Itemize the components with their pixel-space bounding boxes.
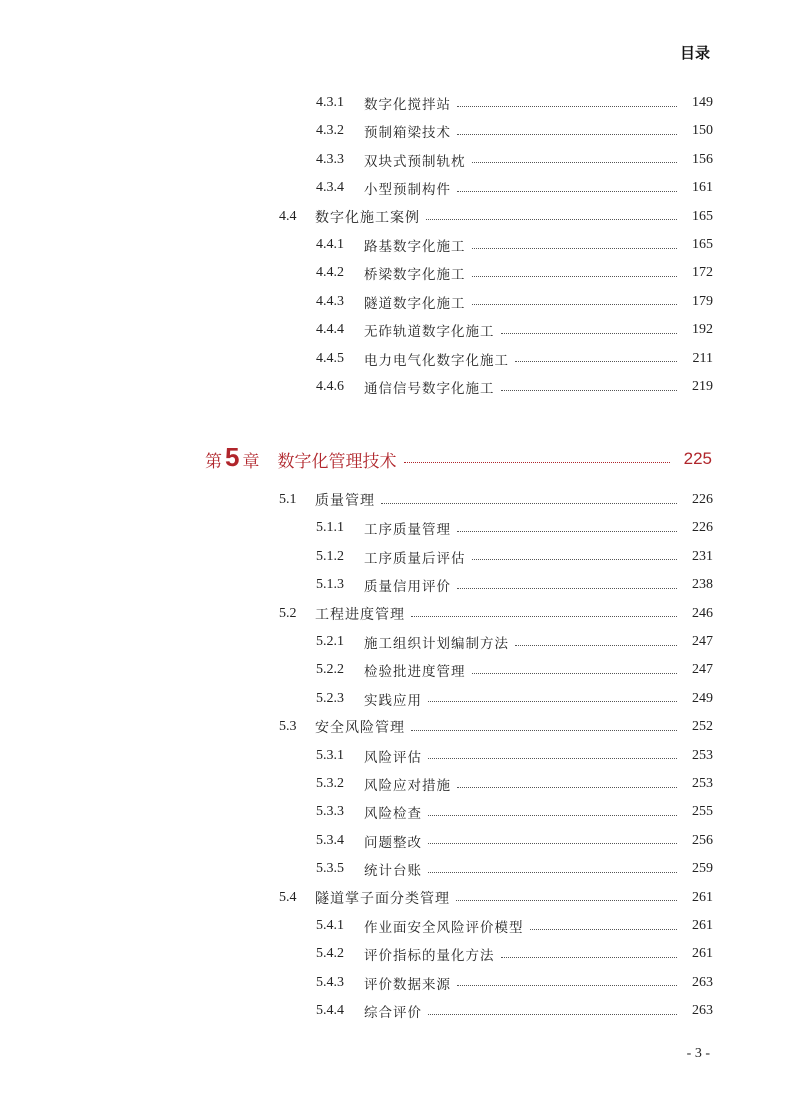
toc-entry-title: 作业面安全风险评价模型: [364, 920, 524, 936]
toc-entry-page: 247: [692, 662, 713, 678]
toc-entry-number: 5.4.3: [316, 974, 344, 990]
toc-entry-page: 263: [692, 974, 713, 990]
toc-entry-page: 192: [692, 322, 713, 338]
leader-dots: [428, 1014, 677, 1015]
toc-entry-title: 工程进度管理: [315, 606, 405, 623]
toc-entry-page: 261: [692, 918, 713, 933]
toc-entry-number: 4.3.2: [316, 123, 344, 139]
toc-entry[interactable]: [0, 545, 790, 569]
toc-entry-title: 施工组织计划编制方法: [364, 636, 509, 652]
leader-dots: [472, 162, 678, 163]
leader-dots: [515, 645, 677, 646]
toc-entry-title: 工序质量管理: [364, 522, 451, 539]
toc-entry[interactable]: [0, 375, 790, 399]
toc-entry-number: 5.3.3: [316, 804, 344, 820]
toc-entry-number: 5.2.2: [316, 662, 344, 678]
toc-entry-number: 4.4.4: [316, 322, 344, 338]
toc-entry-title: 评价数据来源: [364, 976, 451, 993]
toc-entry[interactable]: [0, 290, 790, 314]
toc-entry-title: 风险评估: [364, 749, 422, 766]
leader-dots: [457, 106, 677, 107]
toc-entry-number: 5.4.2: [316, 946, 344, 962]
toc-entry-page: 231: [692, 548, 713, 564]
toc-entry[interactable]: [0, 800, 790, 824]
toc-entry-title: 综合评价: [364, 1005, 422, 1022]
toc-entry-title: 通信信号数字化施工: [364, 381, 495, 397]
toc-entry-number: 5.3.4: [316, 832, 344, 848]
leader-dots: [472, 276, 678, 277]
toc-entry[interactable]: [0, 347, 790, 371]
leader-dots: [472, 248, 678, 249]
toc-entry[interactable]: [0, 942, 790, 966]
toc-entry-number: 4.4.2: [316, 265, 344, 281]
leader-dots: [457, 531, 677, 532]
toc-entry[interactable]: [0, 261, 790, 285]
leader-dots: [456, 900, 677, 901]
toc-entry-number: 5.4.1: [316, 918, 344, 933]
toc-entry-title: 双块式预制轨枕: [364, 153, 466, 170]
toc-entry-page: 179: [692, 293, 713, 309]
toc-entry-title: 电力电气化数字化施工: [364, 352, 509, 369]
toc-entry-page: 261: [692, 946, 713, 962]
leader-dots: [428, 701, 677, 702]
toc-entry-number: 5.4.4: [316, 1003, 344, 1019]
toc-entry-number: 5.1.1: [316, 520, 344, 536]
leader-dots: [457, 787, 677, 788]
leader-dots: [472, 673, 678, 674]
chapter-number: 5: [225, 441, 240, 472]
toc-entry-page: 238: [692, 577, 713, 593]
toc-entry-number: 5.2.3: [316, 690, 344, 706]
toc-entry[interactable]: [0, 829, 790, 853]
toc-entry-page: 165: [692, 237, 713, 252]
toc-entry-title: 风险检查: [364, 806, 422, 823]
toc-entry[interactable]: [0, 914, 790, 938]
toc-entry-number: 5.2.1: [316, 634, 344, 649]
toc-entry[interactable]: [0, 999, 790, 1023]
toc-entry-title: 实践应用: [364, 692, 422, 709]
toc-entry-page: 246: [692, 605, 713, 621]
toc-entry-number: 5.3: [279, 719, 297, 735]
leader-dots: [411, 730, 677, 731]
toc-entry-number: 5.2: [279, 605, 297, 621]
running-header: 目录: [679, 44, 710, 62]
toc-entry-number: 5.4: [279, 889, 297, 905]
toc-entry-page: 253: [692, 747, 713, 763]
toc-entry-number: 5.1.2: [316, 548, 344, 564]
toc-entry-page: 172: [692, 265, 713, 281]
leader-dots: [381, 503, 677, 504]
toc-entry[interactable]: [0, 886, 790, 910]
toc-entry-title: 预制箱梁技术: [364, 125, 451, 142]
toc-entry-page: 261: [692, 889, 713, 905]
leader-dots: [411, 616, 677, 617]
toc-entry-page: 253: [692, 776, 713, 791]
toc-entry-page: 150: [692, 123, 713, 139]
leader-dots: [501, 333, 678, 334]
leader-dots: [530, 929, 678, 930]
toc-entry-page: 165: [692, 208, 713, 224]
leader-dots: [457, 588, 677, 589]
toc-entry-page: 219: [692, 379, 713, 394]
toc-entry-title: 风险应对措施: [364, 778, 451, 794]
toc-entry-title: 路基数字化施工: [364, 239, 466, 255]
toc-entry-title: 桥梁数字化施工: [364, 267, 466, 284]
toc-entry[interactable]: [0, 91, 790, 115]
toc-entry[interactable]: [0, 772, 790, 796]
toc-entry[interactable]: [0, 602, 790, 626]
chapter-suffix: 章: [242, 451, 260, 472]
leader-dots: [428, 843, 677, 844]
leader-dots: [501, 390, 678, 391]
toc-entry[interactable]: [0, 318, 790, 342]
leader-dots: [426, 219, 677, 220]
leader-dots: [457, 134, 677, 135]
toc-entry-title: 工序质量后评估: [364, 550, 466, 567]
leader-dots: [515, 361, 677, 362]
leader-dots: [428, 815, 677, 816]
toc-entry-title: 评价指标的量化方法: [364, 948, 495, 965]
toc-entry-number: 4.3.3: [316, 151, 344, 167]
toc-entry-page: 252: [692, 719, 713, 735]
toc-entry-number: 4.4.5: [316, 350, 344, 366]
toc-entry-number: 4.3.4: [316, 180, 344, 196]
toc-entry[interactable]: [0, 857, 790, 881]
leader-dots: [501, 957, 678, 958]
toc-entry-page: 263: [692, 1003, 713, 1019]
toc-entry-page: 156: [692, 151, 713, 167]
leader-dots: [472, 559, 678, 560]
toc-entry-title: 问题整改: [364, 834, 422, 851]
leader-dots: [428, 872, 677, 873]
toc-entry-title: 统计台账: [364, 863, 422, 880]
toc-entry-page: 259: [692, 861, 713, 877]
toc-entry-title: 隧道数字化施工: [364, 295, 466, 312]
chapter-page: 225: [683, 449, 712, 468]
toc-entry-title: 质量管理: [315, 493, 375, 509]
toc-entry-page: 255: [692, 804, 713, 820]
toc-entry-title: 安全风险管理: [315, 720, 405, 737]
toc-entry-title: 数字化搅拌站: [364, 97, 451, 113]
chapter-title: 数字化管理技术: [277, 451, 397, 472]
toc-entry[interactable]: [0, 573, 790, 597]
toc-entry-number: 5.3.2: [316, 776, 344, 791]
toc-entry-title: 检验批进度管理: [364, 664, 466, 681]
leader-dots: [404, 462, 670, 463]
leader-dots: [472, 304, 678, 305]
toc-entry[interactable]: [0, 744, 790, 768]
toc-entry-number: 5.3.5: [316, 861, 344, 877]
toc-entry-number: 4.4.6: [316, 379, 344, 394]
page-number: - 3 -: [686, 1046, 710, 1061]
toc-entry-title: 数字化施工案例: [315, 209, 420, 226]
toc-entry-number: 5.3.1: [316, 747, 344, 763]
toc-entry[interactable]: [0, 516, 790, 540]
toc-entry-page: 247: [692, 634, 713, 649]
toc-entry-title: 小型预制构件: [364, 182, 451, 199]
toc-entry-number: 5.1.3: [316, 577, 344, 593]
toc-entry-page: 161: [692, 180, 713, 196]
toc-entry[interactable]: [0, 971, 790, 995]
toc-entry[interactable]: [0, 715, 790, 739]
chapter-prefix: 第: [205, 451, 222, 472]
toc-entry[interactable]: [0, 687, 790, 711]
toc-entry[interactable]: [0, 176, 790, 200]
toc-entry-number: 5.1: [279, 492, 297, 507]
toc-entry-page: 149: [692, 95, 713, 110]
toc-entry[interactable]: [0, 658, 790, 682]
leader-dots: [457, 985, 677, 986]
toc-entry-page: 256: [692, 832, 713, 848]
toc-entry[interactable]: [0, 488, 790, 512]
toc-entry-page: 226: [692, 520, 713, 536]
toc-entry-number: 4.4.3: [316, 293, 344, 309]
toc-entry[interactable]: [0, 233, 790, 257]
leader-dots: [457, 191, 677, 192]
toc-entry-title: 无砟轨道数字化施工: [364, 324, 495, 341]
toc-entry-page: 226: [692, 492, 713, 507]
toc-entry-title: 质量信用评价: [364, 579, 451, 596]
toc-entry-page: 211: [692, 350, 713, 366]
toc-entry[interactable]: [0, 148, 790, 172]
toc-entry-number: 4.3.1: [316, 95, 344, 110]
toc-entry-number: 4.4.1: [316, 237, 344, 252]
toc-entry-title: 隧道掌子面分类管理: [315, 890, 450, 907]
chapter-heading[interactable]: [0, 441, 790, 474]
toc-entry[interactable]: [0, 205, 790, 229]
toc-entry[interactable]: [0, 119, 790, 143]
toc-entry-page: 249: [692, 690, 713, 706]
toc-entry[interactable]: [0, 630, 790, 654]
leader-dots: [428, 758, 677, 759]
toc-entry-number: 4.4: [279, 208, 297, 224]
